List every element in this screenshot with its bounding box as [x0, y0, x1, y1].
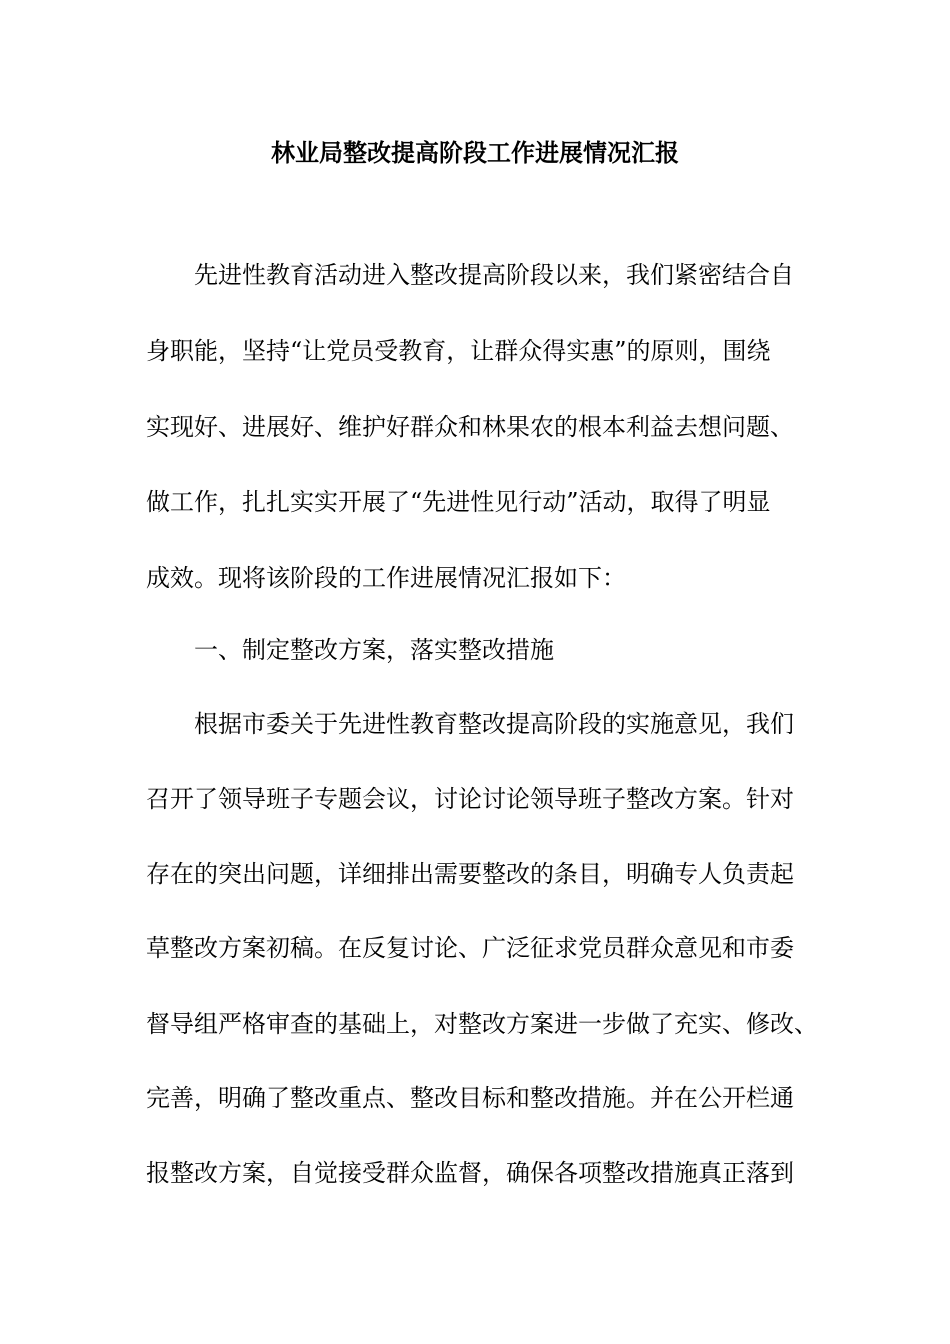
paragraph-line: 做工作，扎扎实实开展了“先进性见行动”活动，取得了明显: [146, 488, 771, 516]
paragraph-line: 草整改方案初稿。在反复讨论、广泛征求党员群众意见和市委: [146, 934, 794, 962]
paragraph-line: 报整改方案，自觉接受群众监督，确保各项整改措施真正落到: [146, 1159, 794, 1187]
paragraph-line: 督导组严格审查的基础上，对整改方案进一步做了充实、修改、: [146, 1010, 818, 1038]
paragraph-line: 根据市委关于先进性教育整改提高阶段的实施意见，我们: [194, 710, 794, 738]
paragraph-line: 先进性教育活动进入整改提高阶段以来，我们紧密结合自: [194, 261, 794, 289]
paragraph-line: 实现好、进展好、维护好群众和林果农的根本利益去想问题、: [146, 413, 794, 441]
document-title: 林业局整改提高阶段工作进展情况汇报: [271, 138, 679, 167]
section-heading: 一、制定整改方案，落实整改措施: [194, 636, 554, 664]
paragraph-line: 成效。现将该阶段的工作进展情况汇报如下：: [146, 564, 626, 592]
paragraph-line: 存在的突出问题，详细排出需要整改的条目，明确专人负责起: [146, 860, 794, 888]
paragraph-line: 召开了领导班子专题会议，讨论讨论领导班子整改方案。针对: [146, 785, 794, 813]
paragraph-line: 身职能，坚持“让党员受教育，让群众得实惠”的原则，围绕: [146, 337, 771, 365]
paragraph-line: 完善，明确了整改重点、整改目标和整改措施。并在公开栏通: [146, 1084, 794, 1112]
